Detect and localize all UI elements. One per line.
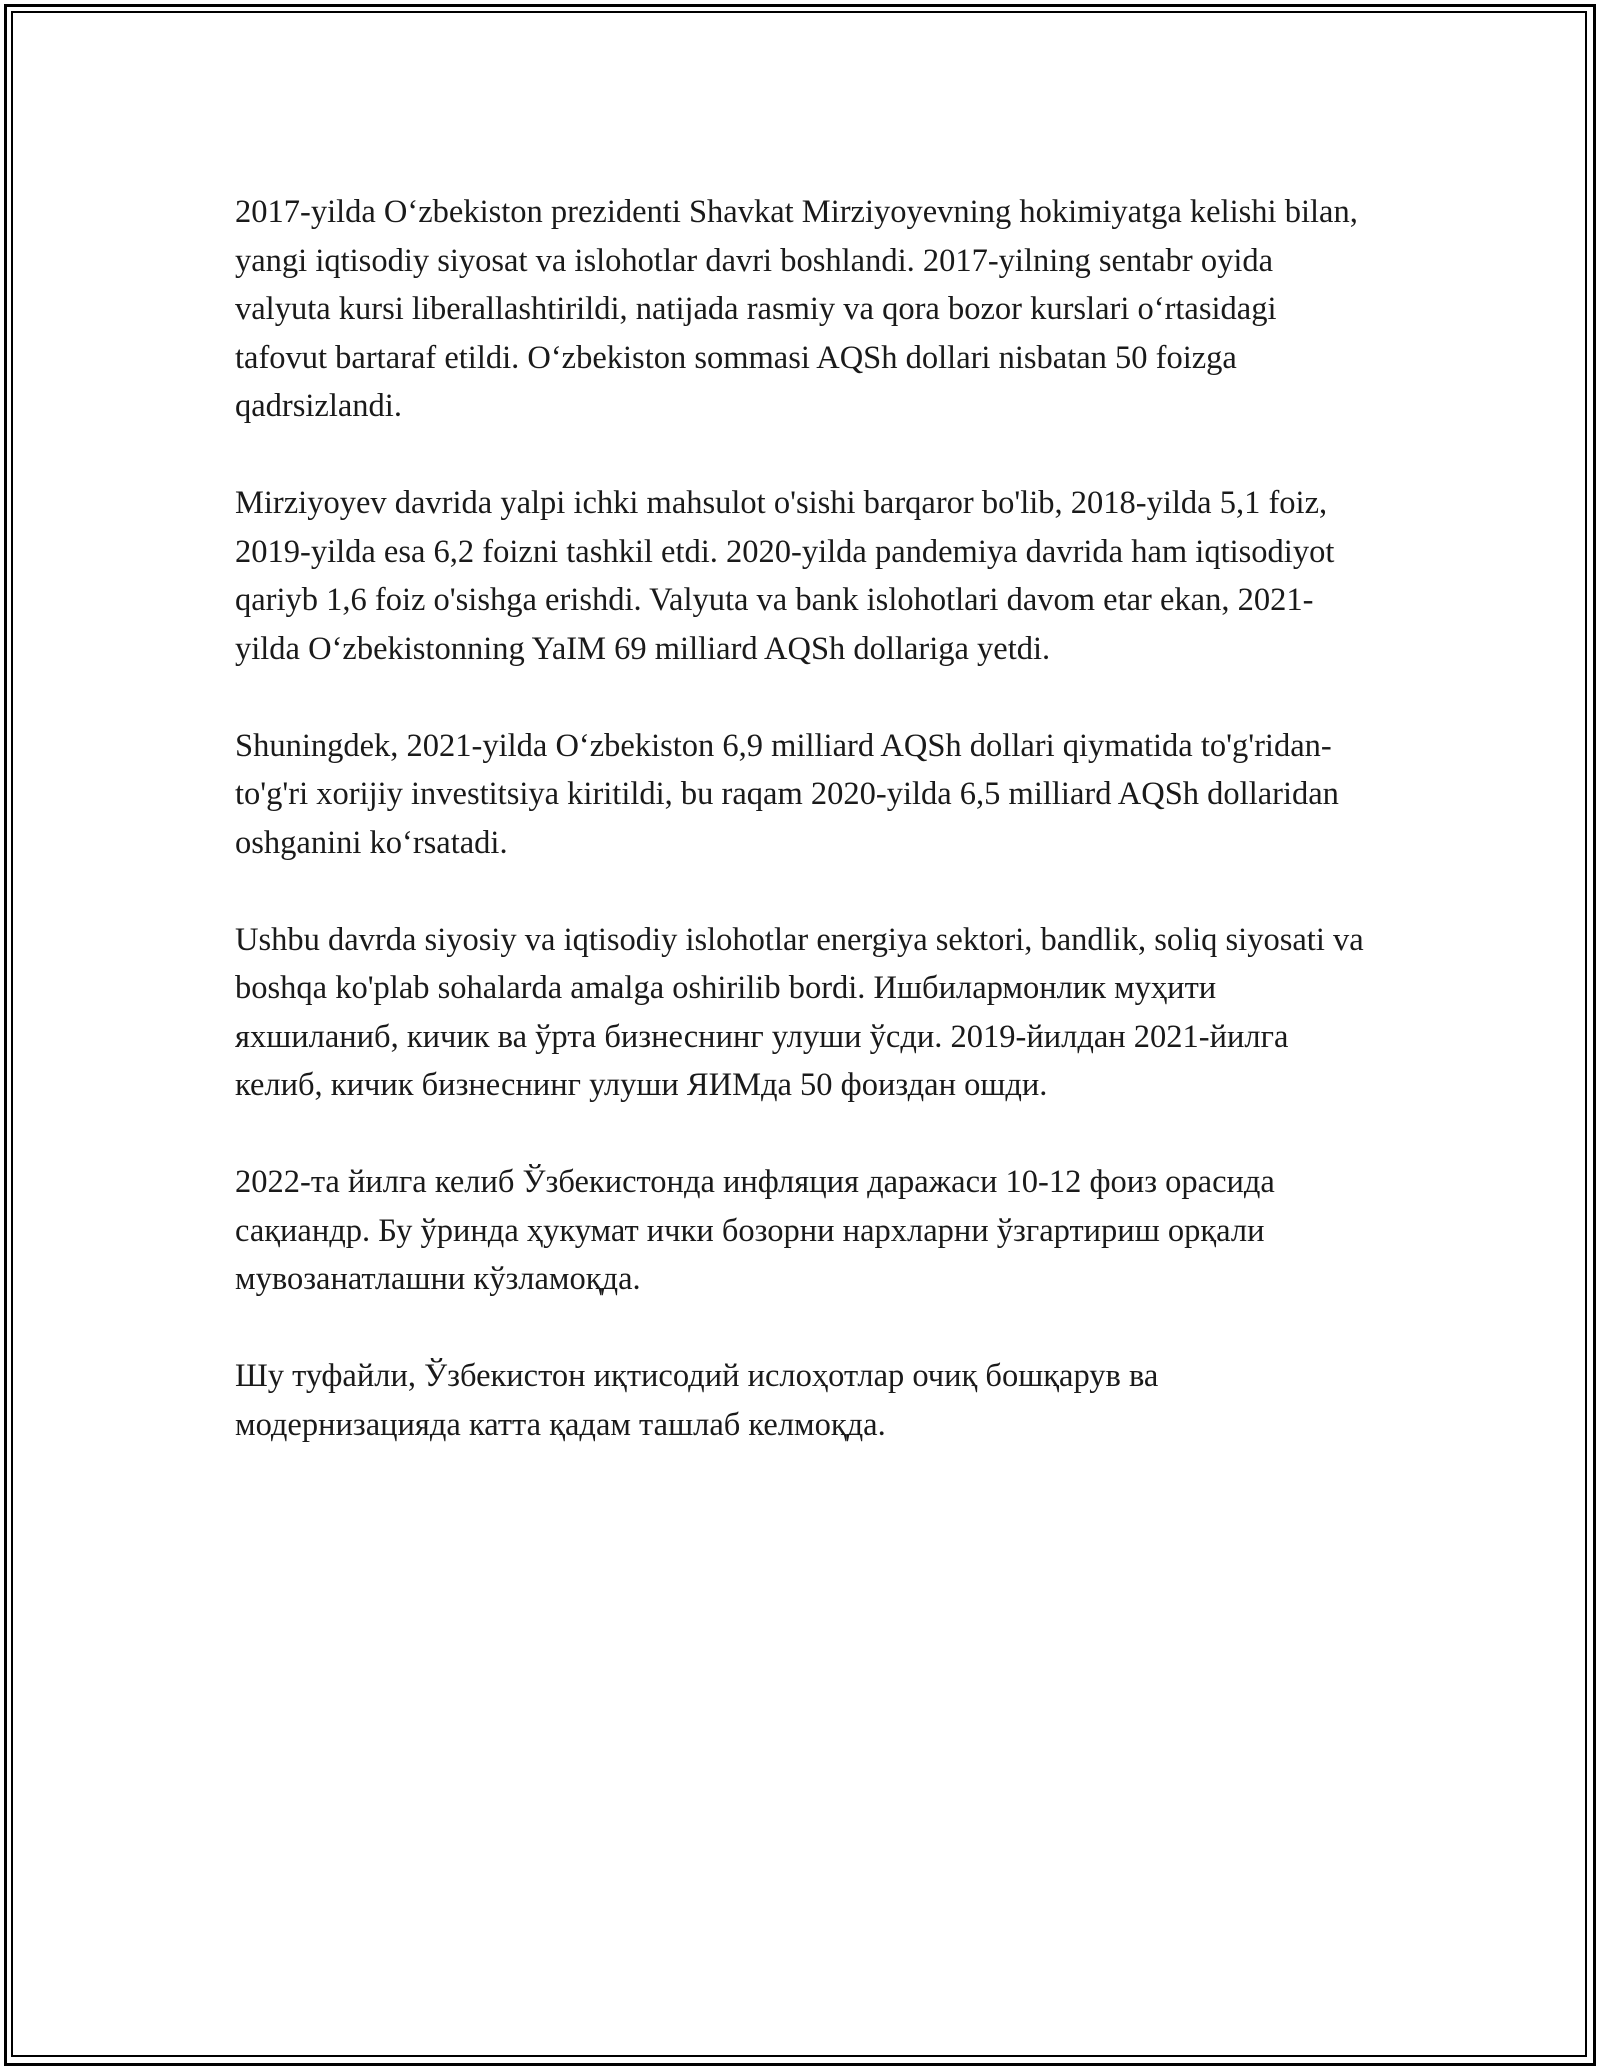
document-body: [235, 188, 1370, 1498]
paragraph-inflation: 2022-та йилга келиб Ўзбекистонда инфляция даражаси 10-12 фоиз орасида сақиандр. Бу ўринда ҳукумат ички бозорни нархларни ўзгартириш орқали мувозанатлашни кўзламоқда.: [235, 1164, 1275, 1297]
paragraph-currency-liberalization: 2017-yilda O‘zbekiston prezidenti Shavkat Mirziyoyevning hokimiyatga kelishi bilan, yangi iqtisodiy siyosat va islohotlar davri boshlandi. 2017-yilning sentabr oyida valyuta kursi liberallashtirildi, natijada rasmiy va qora bozor kurslari o‘rtasidagi tafovut bartaraf etildi. O‘zbekiston sommasi AQSh dollari nisbatan 50 foizga qadrsizlandi.: [235, 194, 1358, 424]
paragraph-foreign-investment: Shuningdek, 2021-yilda O‘zbekiston 6,9 milliard AQSh dollari qiymatida to'g'ridan-to'g'ri xorijiy investitsiya kiritildi, bu raqam 2020-yilda 6,5 milliard AQSh dollaridan oshganini ko‘rsatadi.: [235, 727, 1339, 861]
paragraph-reforms-small-business: Ushbu davrda siyosiy va iqtisodiy islohotlar energiya sektori, bandlik, soliq siyosati va boshqa ko'plab sohalarda amalga oshirilib bordi. Ишбилармонлик муҳити яхшиланиб, кичик ва ўрта бизнеснинг улуши ўсди. 2019-йилдан 2021-йилга келиб, кичик бизнеснинг улуши ЯИМда 50 фоиздан ошди.: [235, 921, 1364, 1103]
paragraph-gdp-growth: Mirziyoyev davrida yalpi ichki mahsulot o'sishi barqaror bo'lib, 2018-yilda 5,1 foiz, 2019-yilda esa 6,2 foizni tashkil etdi. 2020-yilda pandemiya davrida ham iqtisodiyot qariyb 1,6 foiz o'sishga erishdi. Valyuta va bank islohotlari davom etar ekan, 2021-yilda O‘zbekistonning YaIM 69 milliard AQSh dollariga yetdi.: [235, 485, 1335, 667]
paragraph-conclusion: Шу туфайли, Ўзбекистон иқтисодий ислоҳотлар очиқ бошқарув ва модернизацияда катта қадам ташлаб келмоқда.: [235, 1358, 1159, 1443]
